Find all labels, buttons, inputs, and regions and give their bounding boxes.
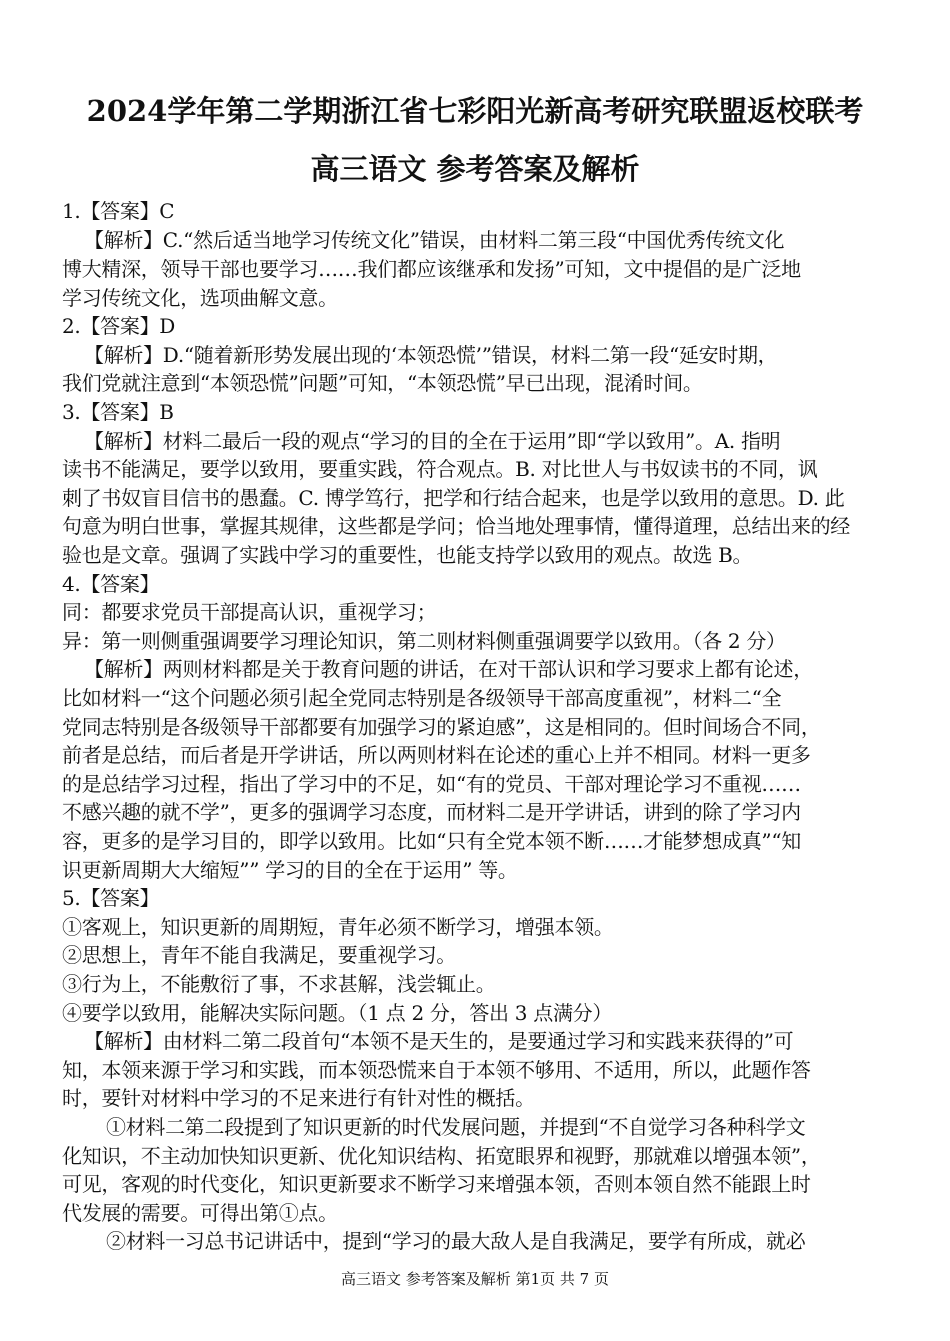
analysis-3-line: 【解析】材料二最后一段的观点“学习的目的全在于运用”即“学以致用”。A. 指明 xyxy=(84,429,781,453)
analysis-3-line: 刺了书奴盲目信书的愚蠢。C. 博学笃行，把学和行结合起来，也是学以致用的意思。D. 此 xyxy=(62,486,845,510)
answer-1: 1.【答案】C xyxy=(62,199,175,223)
analysis-4-line: 容，更多的是学习目的，即学以致用。比如“只有全党本领不断……才能梦想成真”“知 xyxy=(62,829,801,853)
analysis-5-line: 化知识，不主动加快知识更新、优化知识结构、拓宽眼界和视野，那就难以增强本领”， xyxy=(62,1144,821,1168)
answer-5-point-3: ③行为上，不能敷衍了事，不求甚解，浅尝辄止。 xyxy=(62,972,496,996)
analysis-3-line: 读书不能满足，要学以致用，要重实践，符合观点。B. 对比世人与书奴读书的不同，讽 xyxy=(62,457,818,481)
analysis-5-line: ②材料一习总书记讲话中，提到“学习的最大敌人是自我满足，要学有所成，就必 xyxy=(106,1229,806,1253)
analysis-3-line: 验也是文章。强调了实践中学习的重要性，也能支持学以致用的观点。故选 B。 xyxy=(62,543,753,567)
analysis-4-line: 比如材料一“这个问题必须引起全党同志特别是各级领导干部高度重视”，材料二“全 xyxy=(62,686,782,710)
analysis-5-line: 可见，客观的时代变化，知识更新要求不断学习来增强本领，否则本领自然不能跟上时 xyxy=(62,1172,811,1196)
page-footer: 高三语文 参考答案及解析 第1页 共 7 页 xyxy=(341,1270,609,1288)
answer-5-point-4: ④要学以致用，能解决实际问题。（1 点 2 分，答出 3 点满分） xyxy=(62,1001,613,1025)
document-subtitle: 高三语文 参考答案及解析 xyxy=(310,152,640,186)
answer-5-point-1: ①客观上，知识更新的周期短，青年必须不断学习，增强本领。 xyxy=(62,915,614,939)
answer-2: 2.【答案】D xyxy=(62,314,176,338)
analysis-5-line: 代发展的需要。可得出第①点。 xyxy=(62,1201,338,1225)
analysis-5-line: 【解析】由材料二第二段首句“本领不是天生的，是要通过学习和实践来获得的”可 xyxy=(84,1029,794,1053)
analysis-1-line: 博大精深，领导干部也要学习……我们都应该继承和发扬”可知，文中提倡的是广泛地 xyxy=(62,257,801,281)
answer-5-point-2: ②思想上，青年不能自我满足，要重视学习。 xyxy=(62,943,456,967)
analysis-4-line: 不感兴趣的就不学”，更多的强调学习态度，而材料二是开学讲话，讲到的除了学习内 xyxy=(62,800,801,824)
answer-3: 3.【答案】B xyxy=(62,400,174,424)
analysis-2-line: 我们党就注意到“本领恐慌”问题”可知，“本领恐慌”早已出现，混淆时间。 xyxy=(62,371,703,395)
analysis-4-line: 识更新周期大大缩短”” 学习的目的全在于运用” 等。 xyxy=(62,858,518,882)
analysis-5-line: 时，要针对材料中学习的不足来进行有针对性的概括。 xyxy=(62,1086,535,1110)
analysis-4-line: 党同志特别是各级领导干部都要有加强学习的紧迫感”，这是相同的。但时间场合不同， xyxy=(62,715,821,739)
analysis-2-line: 【解析】D.“随着新形势发展出现的‘本领恐慌’”错误，材料二第一段“延安时期， xyxy=(84,343,778,367)
answer-4-diff: 异：第一则侧重强调要学习理论知识，第二则材料侧重强调要学以致用。（各 2 分） xyxy=(62,629,786,653)
analysis-1-line: 【解析】C.“然后适当地学习传统文化”错误，由材料二第三段“中国优秀传统文化 xyxy=(84,228,785,252)
analysis-5-line: 知，本领来源于学习和实践，而本领恐慌来自于本领不够用、不适用，所以，此题作答 xyxy=(62,1058,811,1082)
answer-4-same: 同：都要求党员干部提高认识，重视学习； xyxy=(62,600,437,624)
analysis-5-line: ①材料二第二段提到了知识更新的时代发展问题，并提到“不自觉学习各种科学文 xyxy=(106,1115,806,1139)
analysis-3-line: 句意为明白世事，掌握其规律，这些都是学问；恰当地处理事情，懂得道理，总结出来的经 xyxy=(62,514,850,538)
document-title: 2024学年第二学期浙江省七彩阳光新高考研究联盟返校联考 xyxy=(86,94,864,128)
answer-4: 4.【答案】 xyxy=(62,572,160,596)
analysis-1-line: 学习传统文化，选项曲解文意。 xyxy=(62,286,338,310)
answer-5: 5.【答案】 xyxy=(62,886,160,910)
analysis-4-line: 前者是总结，而后者是开学讲话，所以两则材料在论述的重心上并不相同。材料一更多 xyxy=(62,743,811,767)
analysis-4-line: 【解析】两则材料都是关于教育问题的讲话，在对干部认识和学习要求上都有论述， xyxy=(84,657,813,681)
analysis-4-line: 的是总结学习过程，指出了学习中的不足，如“有的党员、干部对理论学习不重视…… xyxy=(62,772,801,796)
